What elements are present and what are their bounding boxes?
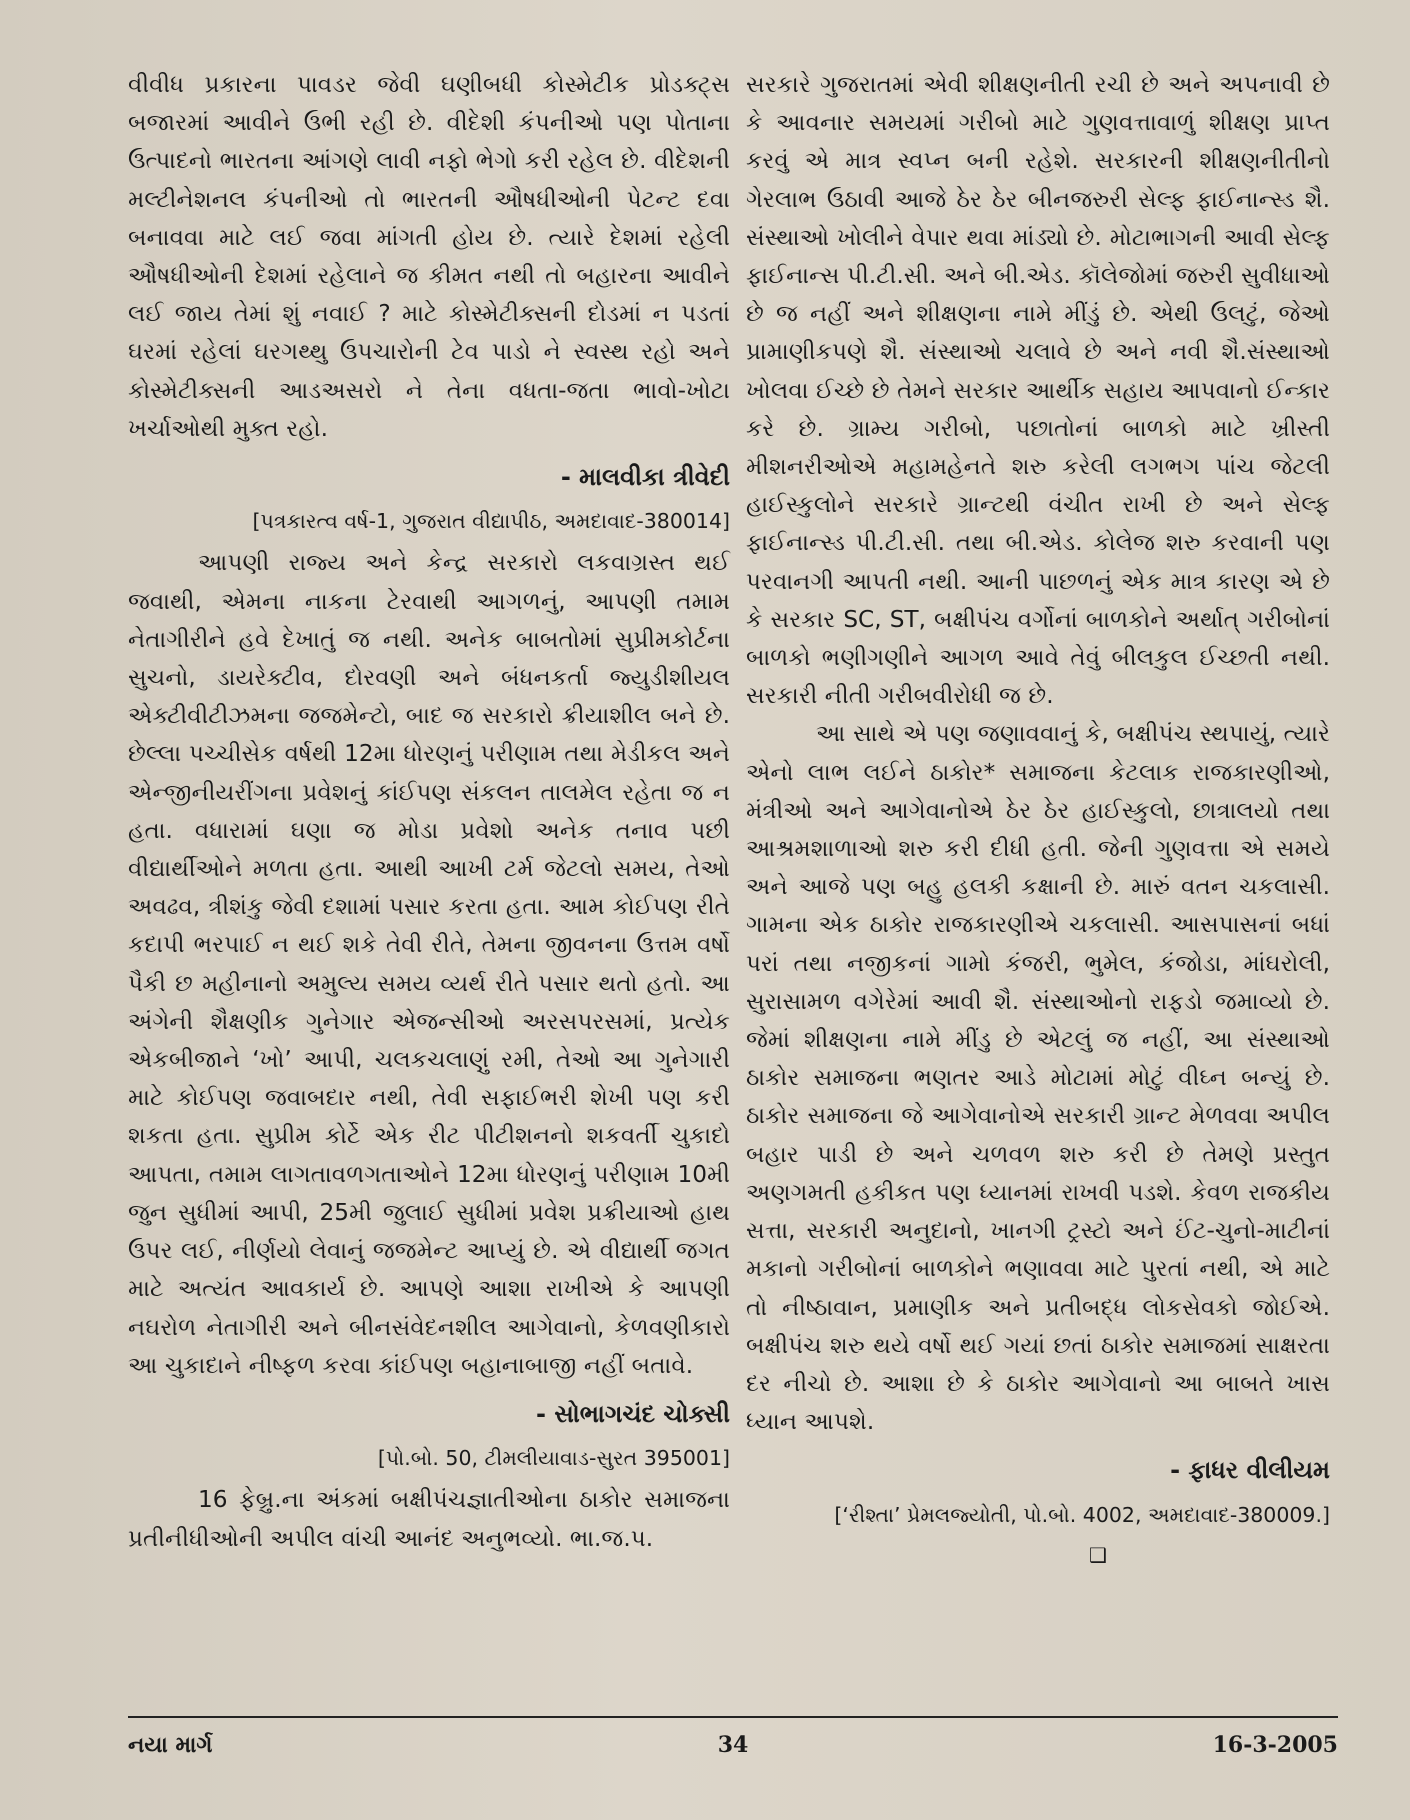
left-column (128, 66, 730, 1558)
letter-address: [પત્રકારત્વ વર્ષ-1, ગુજરાત વીદ્યાપીઠ, અમદાવાદ-380014] (252, 509, 730, 534)
letter-address: [‘રીશ્તા’ પ્રેમલજ્યોતી, પો.બો. 4002, અમદાવાદ-380009.] (834, 1502, 1330, 1527)
letter-paragraph: 16 ફેબ્રુ.ના અંકમાં બક્ષીપંચજ્ઞાતીઓના ઠાકોર સમાજના પ્રતીનીધીઓની અપીલ વાંચી આનંદ અનુભવ્યો. ભા.જ.પ. (128, 1486, 730, 1552)
letter-signature: - ફાધર વીલીયમ (1170, 1456, 1330, 1485)
right-column (746, 66, 1330, 1570)
issue-date: 16-3-2005 (1212, 1732, 1338, 1758)
letter-signature: - માલવીકા ત્રીવેદી (560, 463, 730, 492)
end-mark-symbol: ❑ (1089, 1542, 1107, 1567)
page-number: 34 (717, 1732, 749, 1758)
footer-rule (128, 1716, 1338, 1718)
letter-paragraph: આ સાથે એ પણ જણાવવાનું કે, બક્ષીપંચ સ્થપાયું, ત્યારે એનો લાભ લઈને ઠાકોર* સમાજના કેટલાક રાજકારણીઓ, મંત્રીઓ અને આગેવાનોએ ઠેર ઠેર હાઈસ્કુલો, છાત્રાલયો તથા આશ્રમશાળાઓ શરુ કરી દીધી હતી. જેની ગુણવત્તા એ સમયે અને આજે પણ બહુ હલકી કક્ષાની છે. મારું વતન ચકલાસી. ગામના એક ઠાકોર રાજકારણીએ ચકલાસી. આસપાસનાં બધાં પરાં તથા નજીકનાં ગામો કંજરી, ભુમેલ, કંજોડા, માંઘરોલી, સુરાસામળ વગેરેમાં આવી શૈ. સંસ્થાઓનો રાફડો જમાવ્યો છે. જેમાં શીક્ષણના નામે મીંડુ છે એટલું જ નહીં, આ સંસ્થાઓ ઠાકોર સમાજના ભણતર આડે મોટામાં મોટું વીઘ્ન બન્યું છે. ઠાકોર સમાજના જે આગેવાનોએ સરકારી ગ્રાન્ટ મેળવવા અપીલ બહાર પાડી છે અને ચળવળ શરુ કરી છે તેમણે પ્રસ્તુત અણગમતી હકીકત પણ ધ્યાનમાં રાખવી પડશે. કેવળ રાજકીય સત્તા, સરકારી અનુદાનો, ખાનગી ટ્રસ્ટો અને ઈંટ-ચુનો-માટીનાં મકાનો ગરીબોનાં બાળકોને ભણાવવા માટે પુરતાં નથી, એ માટે તો નીષ્ઠાવાન, પ્રમાણીક અને પ્રતીબદ્ધ લોકસેવકો જોઈએ. બક્ષીપંચ શરુ થયે વર્ષો થઈ ગયાં છતાં ઠાકોર સમાજમાં સાક્ષરતા દર નીચો છે. આશા છે કે ઠાકોર આગેવાનો આ બાબતે ખાસ ધ્યાન આપશે. (746, 720, 1330, 1436)
letter-paragraph: સરકારે ગુજરાતમાં એવી શીક્ષણનીતી રચી છે અને અપનાવી છે કે આવનાર સમયમાં ગરીબો માટે ગુણવત્તાવાળું શીક્ષણ પ્રાપ્ત કરવું એ માત્ર સ્વપ્ન બની રહેશે. સરકારની શીક્ષણનીતીનો ગેરલાભ ઉઠાવી આજે ઠેર ઠેર બીનજરુરી સેલ્ફ ફાઈનાન્સ્ડ શૈ. સંસ્થાઓ ખોલીને વેપાર થવા માંડ્યો છે. મોટાભાગની આવી સેલ્ફ ફાઈનાન્સ પી.ટી.સી. અને બી.એડ. કૉલેજોમાં જરુરી સુવીધાઓ છે જ નહીં અને શીક્ષણના નામે મીંડું છે. એથી ઉલટું, જેઓ પ્રામાણીકપણે શૈ. સંસ્થાઓ ચલાવે છે અને નવી શૈ.સંસ્થાઓ ખોલવા ઈચ્છે છે તેમને સરકાર આર્થીક સહાય આપવાનો ઈન્કાર કરે છે. ગ્રામ્ય ગરીબો, પછાતોનાં બાળકો માટે ખ્રીસ્તી મીશનરીઓએ મહામહેનતે શરુ કરેલી લગભગ પાંચ જેટલી હાઈસ્કુલોને સરકારે ગ્રાન્ટથી વંચીત રાખી છે અને સેલ્ફ ફાઈનાન્સ્ડ પી.ટી.સી. તથા બી.એડ. કોલેજ શરુ કરવાની પણ પરવાનગી આપતી નથી. આની પાછળનું એક માત્ર કારણ એ છે કે સરકાર SC, ST, બક્ષીપંચ વર્ગોનાં બાળકોને અર્થાત્ ગરીબોનાં બાળકો ભણીગણીને આગળ આવે તેવું બીલકુલ ઈચ્છતી નથી. સરકારી નીતી ગરીબવીરોધી જ છે. (746, 71, 1330, 710)
letter-address: [પો.બો. 50, ટીમલીયાવાડ-સુરત 395001] (377, 1446, 730, 1471)
letter-paragraph: આપણી રાજ્ય અને કેન્દ્ર સરકારો લકવાગ્રસ્ત થઈ જવાથી, એમના નાકના ટેરવાથી આગળનું, આપણી તમામ નેતાગીરીને હવે દેખાતું જ નથી. અનેક બાબતોમાં સુપ્રીમકોર્ટના સુચનો, ડાયરેક્ટીવ, દોરવણી અને બંધનકર્તા જ્યુડીશીયલ એક્ટીવીટીઝમના જજમેન્ટો, બાદ જ સરકારો ક્રીયાશીલ બને છે. છેલ્લા પચ્ચીસેક વર્ષથી 12મા ધોરણનું પરીણામ તથા મેડીકલ અને એન્જીનીયરીંગના પ્રવેશનું કાંઈપણ સંકલન તાલમેલ રહેતા જ ન હતા. વધારામાં ઘણા જ મોડા પ્રવેશો અનેક તનાવ પછી વીદ્યાર્થીઓને મળતા હતા. આથી આખી ટર્મ જેટલો સમય, તેઓ અવઢવ, ત્રીશંકુ જેવી દશામાં પસાર કરતા હતા. આમ કોઈપણ રીતે કદાપી ભરપાઈ ન થઈ શકે તેવી રીતે, તેમના જીવનના ઉત્તમ વર્ષો પૈકી છ મહીનાનો અમુલ્ય સમય વ્યર્થ રીતે પસાર થતો હતો. આ અંગેની શૈક્ષણીક ગુનેગાર એજન્સીઓ અરસપરસમાં, પ્રત્યેક એકબીજાને ‘ખો’ આપી, ચલકચલાણું રમી, તેઓ આ ગુનેગારી માટે કોઈપણ જવાબદાર નથી, તેવી સફાઈભરી શેખી પણ કરી શકતા હતા. સુપ્રીમ કોર્ટે એક રીટ પીટીશનનો શકવર્તી ચુકાદો આપતા, તમામ લાગતાવળગતાઓને 12મા ધોરણનું પરીણામ 10મી જુન સુધીમાં આપી, 25મી જુલાઈ સુધીમાં પ્રવેશ પ્રક્રીયાઓ હાથ ઉપર લઈ, નીર્ણયો લેવાનું જજમેન્ટ આપ્યું છે. એ વીદ્યાર્થી જગત માટે અત્યંત આવકાર્ય છે. આપણે આશા રાખીએ કે આપણી નઘરોળ નેતાગીરી અને બીનસંવેદનશીલ આગેવાનો, કેળવણીકારો આ ચુકાદાને નીષ્ફળ કરવા કાંઈપણ બહાનાબાજી નહીં બતાવે. (128, 549, 730, 1379)
letter-paragraph: વીવીધ પ્રકારના પાવડર જેવી ઘણીબધી કોસ્મેટીક પ્રોડક્ટ્સ બજારમાં આવીને ઉભી રહી છે. વીદેશી કંપનીઓ પણ પોતાના ઉત્પાદનો ભારતના આંગણે લાવી નફો ભેગો કરી રહેલ છે. વીદેશની મલ્ટીનેશનલ કંપનીઓ તો ભારતની ઔષધીઓની પેટન્ટ દવા બનાવવા માટે લઈ જવા માંગતી હોય છે. ત્યારે દેશમાં રહેલી ઔષધીઓની દેશમાં રહેલાને જ કીમત નથી તો બહારના આવીને લઈ જાય તેમાં શું નવાઈ ? માટે કોસ્મેટીક્સની દોડમાં ન પડતાં ઘરમાં રહેલાં ઘરગથ્થુ ઉપચારોની ટેવ પાડો ને સ્વસ્થ રહો અને કોસ્મેટીક્સની આડઅસરો ને તેના વધતા-જતા ભાવો-ખોટા ખર્ચાઓથી મુક્ત રહો. (128, 71, 730, 442)
letter-signature: - સોભાગચંદ ચોક્સી (536, 1399, 730, 1428)
magazine-name: નયા માર્ગ (128, 1732, 213, 1758)
end-mark (746, 1540, 1330, 1570)
